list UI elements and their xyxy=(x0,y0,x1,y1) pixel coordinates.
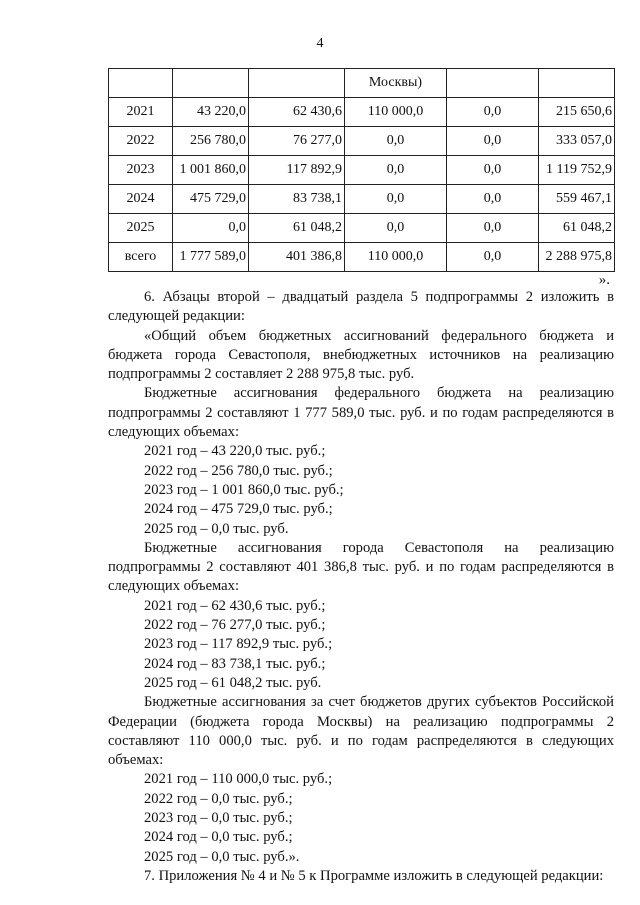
table-cell: 61 048,2 xyxy=(249,214,345,243)
table-cell: 0,0 xyxy=(345,214,447,243)
table-header-row xyxy=(109,69,615,98)
table-cell: 2024 xyxy=(109,185,173,214)
federal-year-line: 2022 год – 256 780,0 тыс. руб.; xyxy=(144,462,333,479)
city-year-line: 2024 год – 83 738,1 тыс. руб.; xyxy=(144,655,326,672)
federal-year-line: 2023 год – 1 001 860,0 тыс. руб.; xyxy=(144,481,344,498)
table-cell: 0,0 xyxy=(447,185,539,214)
paragraph-7: 7. Приложения № 4 и № 5 к Программе изложить в следующей редакции: xyxy=(144,867,604,884)
other-year-line: 2025 год – 0,0 тыс. руб.». xyxy=(144,848,300,865)
federal-year-line: 2021 год – 43 220,0 тыс. руб.; xyxy=(144,443,326,460)
table-cell: 110 000,0 xyxy=(345,98,447,127)
table-cell: 333 057,0 xyxy=(539,127,615,156)
table-cell: 1 119 752,9 xyxy=(539,156,615,185)
table-cell: 0,0 xyxy=(447,214,539,243)
paragraph-6: 6. Абзацы второй – двадцатый раздела 5 подпрограммы 2 изложить в следующей редакции: xyxy=(108,289,614,325)
federal-year-line: 2024 год – 475 729,0 тыс. руб.; xyxy=(144,501,333,518)
table-cell: 475 729,0 xyxy=(173,185,249,214)
table-cell: 2022 xyxy=(109,127,173,156)
quote-end: ». xyxy=(598,272,610,288)
table-cell: 110 000,0 xyxy=(345,243,447,272)
table-cell: 43 220,0 xyxy=(173,98,249,127)
table-row xyxy=(109,98,615,127)
table-cell: 2023 xyxy=(109,156,173,185)
table-cell: 1 001 860,0 xyxy=(173,156,249,185)
table-row xyxy=(109,243,615,272)
table-cell: 2025 xyxy=(109,214,173,243)
paragraph-city: Бюджетные ассигнования города Севастополя на реализацию подпрограммы 2 составляют 401 386,8 тыс. руб. и по годам распределяются в следующих объемах: xyxy=(108,539,614,595)
table-cell: 0,0 xyxy=(173,214,249,243)
table-cell: 215 650,6 xyxy=(539,98,615,127)
table-cell: 256 780,0 xyxy=(173,127,249,156)
budget-table xyxy=(108,68,615,272)
city-year-line: 2023 год – 117 892,9 тыс. руб.; xyxy=(144,636,333,653)
paragraph-other-subjects: Бюджетные ассигнования за счет бюджетов других субъектов Российской Федерации (бюджета города Москвы) на реализацию подпрограммы 2 составляют 110 000,0 тыс. руб. и по годам распределяются в следующих объемах: xyxy=(108,694,614,769)
table-cell: 0,0 xyxy=(447,156,539,185)
table-cell: 2 288 975,8 xyxy=(539,243,615,272)
table-cell: 559 467,1 xyxy=(539,185,615,214)
city-year-line: 2025 год – 61 048,2 тыс. руб. xyxy=(144,674,322,691)
table-row xyxy=(109,214,615,243)
other-year-line: 2024 год – 0,0 тыс. руб.; xyxy=(144,829,293,846)
other-year-line: 2023 год – 0,0 тыс. руб.; xyxy=(144,810,293,827)
table-cell xyxy=(447,69,539,98)
table-cell: 0,0 xyxy=(447,127,539,156)
table-cell: 62 430,6 xyxy=(249,98,345,127)
city-year-line: 2022 год – 76 277,0 тыс. руб.; xyxy=(144,617,326,634)
table-cell: 1 777 589,0 xyxy=(173,243,249,272)
table-cell: 0,0 xyxy=(447,243,539,272)
table-cell: 0,0 xyxy=(345,156,447,185)
table-row xyxy=(109,156,615,185)
paragraph-total: «Общий объем бюджетных ассигнований федерального бюджета и бюджета города Севастополя, внебюджетных источников на реализацию подпрограммы 2 составляет 2 288 975,8 тыс. руб. xyxy=(108,327,614,383)
table-cell xyxy=(539,69,615,98)
table-cell: 0,0 xyxy=(447,98,539,127)
table-cell xyxy=(109,69,173,98)
other-year-line: 2022 год – 0,0 тыс. руб.; xyxy=(144,790,293,807)
table-cell: 0,0 xyxy=(345,185,447,214)
table-cell: 76 277,0 xyxy=(249,127,345,156)
table-cell: 0,0 xyxy=(345,127,447,156)
table-row xyxy=(109,185,615,214)
table-cell: всего xyxy=(109,243,173,272)
other-year-line: 2021 год – 110 000,0 тыс. руб.; xyxy=(144,771,333,788)
document-body xyxy=(108,288,614,886)
table-cell: 117 892,9 xyxy=(249,156,345,185)
table-cell: 2021 xyxy=(109,98,173,127)
table-cell xyxy=(173,69,249,98)
table-cell: Москвы) xyxy=(345,69,447,98)
federal-year-line: 2025 год – 0,0 тыс. руб. xyxy=(144,520,289,537)
table-row xyxy=(109,127,615,156)
table-cell: 401 386,8 xyxy=(249,243,345,272)
page-number: 4 xyxy=(316,36,324,51)
paragraph-federal: Бюджетные ассигнования федерального бюджета на реализацию подпрограммы 2 составляют 1 777 589,0 тыс. руб. и по годам распределяются в следующих объемах: xyxy=(108,385,614,441)
table-cell xyxy=(249,69,345,98)
city-year-line: 2021 год – 62 430,6 тыс. руб.; xyxy=(144,597,326,614)
table-cell: 61 048,2 xyxy=(539,214,615,243)
table-cell: 83 738,1 xyxy=(249,185,345,214)
